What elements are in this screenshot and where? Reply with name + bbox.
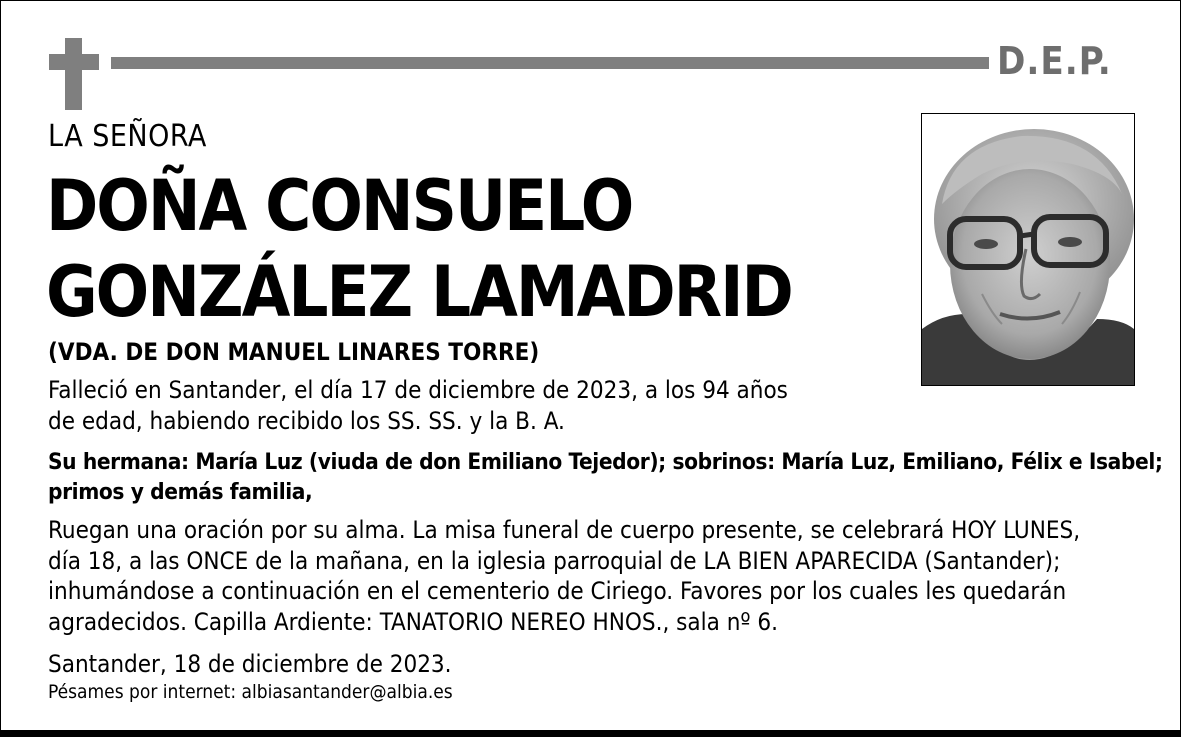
family-line: Su hermana: María Luz (viuda de don Emiliano Tejedor); sobrinos: María Luz, Emiliano, Félix e Isabel; (48, 449, 1163, 475)
dateline: Santander, 18 de diciembre de 2023. (48, 650, 452, 678)
service-paragraph (48, 515, 1158, 637)
intro-label: LA SEÑORA (48, 119, 207, 154)
death-line: de edad, habiendo recibido los SS. SS. y la B. A. (48, 407, 565, 435)
condolences-line: Pésames por internet: albiasantander@albia.es (48, 681, 453, 703)
portrait-photo (921, 113, 1135, 386)
family-line: primos y demás familia, (48, 479, 313, 505)
service-line: inhumándose a continuación en el cementerio de Ciriego. Favores por los cuales les quedarán (48, 577, 1067, 605)
service-line: agradecidos. Capilla Ardiente: TANATORIO NEREO HNOS., sala nº 6. (48, 607, 779, 636)
death-paragraph (48, 375, 848, 437)
widow-of-line: (VDA. DE DON MANUEL LINARES TORRE) (48, 338, 540, 366)
name-line-1: DOÑA CONSUELO (46, 165, 633, 247)
portrait-illustration (922, 114, 1134, 385)
header-rule (111, 57, 989, 69)
death-line: Falleció en Santander, el día 17 de diciembre de 2023, a los 94 años (48, 376, 788, 404)
service-line: Ruegan una oración por su alma. La misa funeral de cuerpo presente, se celebrará HOY LUNES, (48, 516, 1081, 544)
family-paragraph (48, 447, 1163, 507)
service-line: día 18, a las ONCE de la mañana, en la iglesia parroquial de LA BIEN APARECIDA (Santander); (48, 546, 1061, 575)
dep-heading: D.E.P. (997, 39, 1112, 83)
cross-icon-arm (49, 54, 99, 70)
name-line-2: GONZÁLEZ LAMADRID (46, 251, 792, 333)
deceased-name (46, 163, 792, 335)
cross-icon (65, 38, 82, 110)
bottom-rule (1, 730, 1180, 736)
